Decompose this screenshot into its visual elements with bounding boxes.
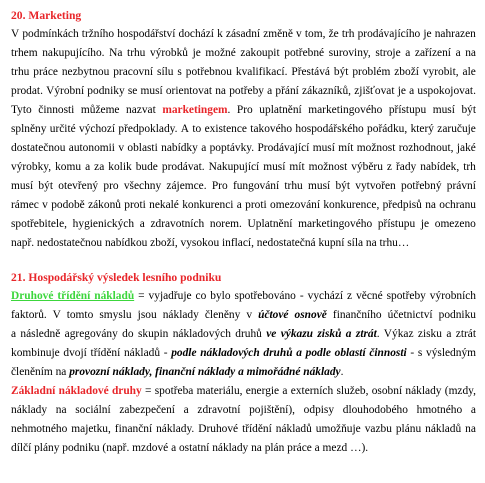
term-marketingem: marketingem bbox=[162, 104, 228, 116]
section-21-line-4: kombinuje dvojí třídění nákladů - podle nákladových druhů a podle oblastí činnosti - s výsledným bbox=[11, 347, 476, 359]
term-druhove-trideni-nakladu: Druhové třídění nákladů bbox=[11, 290, 135, 302]
section-20-line-9: musí být otevřený pro všechny zájemce. Pro fungování trhu musí být vytvořen potřebný právní bbox=[11, 180, 476, 192]
section-20-line-6: splněny určité výchozí předpoklady. A to existence takového hospodářského pořádku, který zaručuje bbox=[11, 123, 476, 135]
term-provozni-financni-mimoradne: provozní náklady, finanční náklady a mimořádné náklady bbox=[69, 366, 341, 378]
section-21-line-8: nehmotného majetku, finanční náklady. Druhové třídění nákladů umožňuje vazbu plánu nákladů na bbox=[11, 423, 476, 435]
section-20-line-12: např. nedostatečnou nabídkou zboží, vysokou inflací, nedostatečná kupní síla na trhu… bbox=[11, 237, 410, 249]
section-21-line-3: a následně agregovány do skupin nákladových druhů ve výkazu zisků a ztrát. Výkaz zisku a ztrát bbox=[11, 328, 476, 340]
section-21-heading: 21. Hospodářský výsledek lesního podniku bbox=[11, 271, 222, 284]
term-zakladni-nakladove-druhy: Základní nákladové druhy bbox=[11, 385, 142, 397]
section-20-line-3: trhu práce nezbytnou pracovní sílu s potřebnou kvalifikací. Přestává být problém zboží vyrobit, ale bbox=[11, 66, 476, 78]
section-20-heading: 20. Marketing bbox=[11, 9, 82, 22]
section-21-line-2: faktorů. V tomto smyslu jsou náklady členěny v účtové osnově finančního účetnictví podniku bbox=[11, 309, 476, 321]
term-vykaz-zisku-a-ztrat: ve výkazu zisků a ztrát bbox=[266, 328, 377, 340]
term-uctova-osnova: účtové osnově bbox=[258, 309, 327, 321]
section-20-line-7: dostatečnou autonomii v oblasti nabídky a poptávky. Prodávající musí mít možnost rozhodnout, jaké bbox=[11, 142, 476, 154]
section-20-line-11: spotřebitele, hygienických a zdravotních norem. Uplatnění marketingového přístupu je omezeno bbox=[11, 218, 476, 230]
section-21-line-5: členěním na provozní náklady, finanční náklady a mimořádné náklady. bbox=[11, 366, 344, 378]
section-20-line-4: prodat. Výrobní podniky se musí orientovat na potřeby a přání zákazníků, zjišťovat je a uspokojovat. bbox=[11, 85, 476, 97]
section-20-line-10: rámec v podobě zákonů proti nekalé konkurenci a proti omezování konkurence, předpisů na ochranu bbox=[11, 199, 476, 211]
section-20-line-5: Tyto činnosti můžeme nazvat marketingem. Pro uplatnění marketingového přístupu musí být bbox=[11, 104, 476, 116]
section-20-line-8: výrobky, komu a za kolik bude prodávat. Nakupující musí mít možnost výběru z řady nabídek, trh bbox=[11, 161, 476, 173]
section-20-line-1: V podmínkách tržního hospodářství dochází k zásadní změně v tom, že trh prodávajícího je nahrazen bbox=[11, 28, 476, 40]
section-21-line-6: Základní nákladové druhy = spotřeba materiálu, energie a externích služeb, osobní náklady (mzdy, bbox=[11, 385, 476, 397]
section-21-line-9: dílčí plány podniku (např. mzdové a ostatní náklady na plán práce a mezd …). bbox=[11, 442, 369, 454]
term-podle-nakladovych-druhu: podle nákladových druhů a podle oblastí činnosti bbox=[171, 347, 407, 359]
section-21-line-1: Druhové třídění nákladů = vyjadřuje co bylo spotřebováno - vychází z věcné spotřeby výrobních bbox=[11, 290, 476, 302]
section-21-line-7: náklady na sociální zabezpečení a zdravotní pojištění), odpisy dlouhodobého hmotného a bbox=[11, 404, 476, 416]
section-20-line-2: trhem nakupujícího. Na trhu výrobků je možné zakoupit potřebné suroviny, stroje a zařízení a na bbox=[11, 47, 476, 59]
